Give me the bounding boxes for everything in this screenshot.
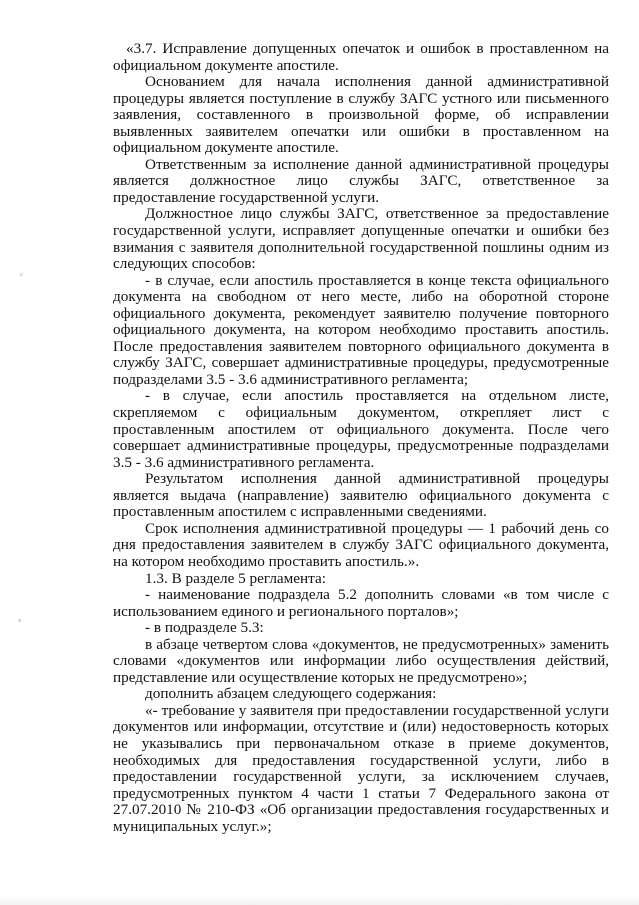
document-body xyxy=(113,41,609,835)
paragraph-fourth-abzac: в абзаце четвертом слова «документов, не предусмотренных» заменить словами «документов или информации либо осуществления действий, представление или осуществление которых не предусмотрено»; xyxy=(113,635,609,686)
scan-margin-mark: ˢ xyxy=(18,618,22,628)
paragraph-subsection-5-2: - наименование подраздела 5.2 дополнить словами «в том числе с использованием единого и регионального порталов»; xyxy=(113,586,609,620)
scan-bottom-edge xyxy=(0,896,639,905)
paragraph-supplement: дополнить абзацем следующего содержания: xyxy=(145,685,437,703)
paragraph-section-5: 1.3. В разделе 5 регламента: xyxy=(145,569,326,587)
paragraph-deadline: Срок исполнения административной процедуры — 1 рабочий день со дня предоставления заявителем в службу ЗАГС официального документа, на котором необходимо проставить апостиль.». xyxy=(113,519,609,570)
paragraph-subsection-5-3: - в подразделе 5.3: xyxy=(145,619,264,637)
paragraph-correction-methods: Должностное лицо службы ЗАГС, ответственное за предоставление государственной услуги, исправляет допущенные опечатки и ошибки без взимания с заявителя дополнительной государственной пошлины одним из следующих способов: xyxy=(113,205,609,273)
scan-margin-mark: ᶜ xyxy=(20,272,24,282)
paragraph-basis: Основанием для начала исполнения данной административной процедуры является поступление в службу ЗАГС устного или письменного заявления, составленного в произвольной форме, об исправлении выявленных заявителем опечатки или ошибки в проставленном на официальном документе апостиле. xyxy=(113,73,609,157)
paragraph-case-end-of-document: - в случае, если апостиль проставляется в конце текста официального документа на свободном от него месте, либо на оборотной стороне официального документа, рекомендует заявителю получение повторного официального документа, на котором необходимо проставить апостиль. После предоставления заявителем повторного официального документа в службу ЗАГС, совершает административные процедуры, предусмотренные подразделами 3.5 - 3.6 административного регламента; xyxy=(113,271,609,388)
paragraph-requirement-quote: «- требование у заявителя при предоставлении государственной услуги документов или информации, отсутствие и (или) недостоверность которых не указывались при первоначальном отказе в приеме документов, необходимых для предоставления государственной услуги, либо в предоставлении государственной услуги, за исключением случаев, предусмотренных пунктом 4 части 1 статьи 7 Федерального закона от 27.07.2010 № 210-ФЗ «Об организации предоставления государственных и муниципальных услуг.»; xyxy=(113,701,609,835)
paragraph-section-heading: «3.7. Исправление допущенных опечаток и ошибок в проставленном на официальном документе апостиле. xyxy=(113,40,609,74)
paragraph-result: Результатом исполнения данной административной процедуры является выдача (направление) заявителю официального документа с проставленным апостилем с исправленными сведениями. xyxy=(113,470,609,521)
paragraph-responsible: Ответственным за исполнение данной административной процедуры является должностное лицо службы ЗАГС, ответственное за предоставление государственной услуги. xyxy=(113,155,609,206)
paragraph-case-separate-sheet: - в случае, если апостиль проставляется на отдельном листе, скрепляемом с официальным документом, открепляет лист с проставленным апостилем от официального документа. После чего совершает административные процедуры, предусмотренные подразделами 3.5 - 3.6 административного регламента. xyxy=(113,387,609,471)
